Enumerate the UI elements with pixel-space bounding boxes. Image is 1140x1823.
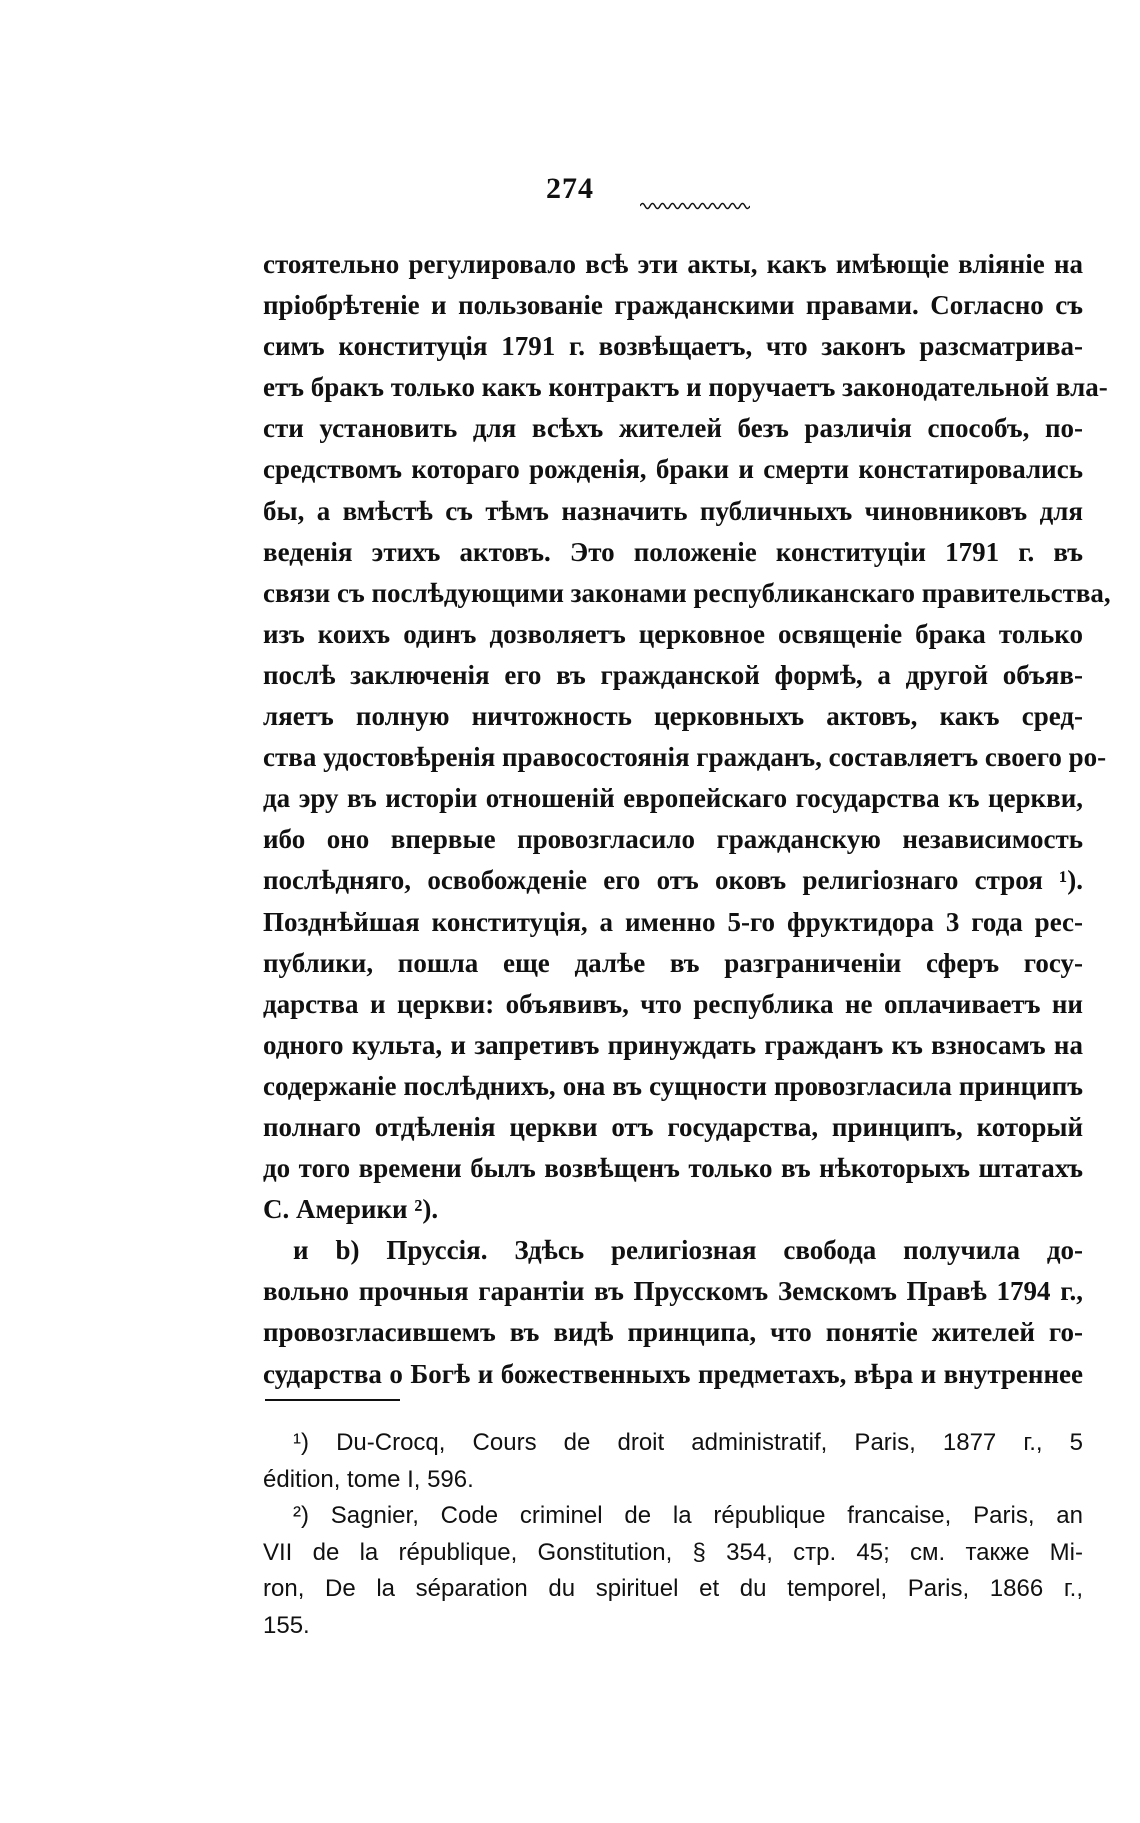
text-line: Позднѣйшая конституція, а именно 5-го фруктидора 3 года рес- [263,906,1083,937]
footnote-line: ¹) Du-Crocq, Cours de droit administratif, Paris, 1877 г., 5 [293,1429,1083,1456]
text-line: одного культа, и запретивъ принуждать гражданъ къ взносамъ на [263,1029,1083,1060]
text-line: публики, пошла еще далѣе въ разграниченіи сферъ госу- [263,947,1083,978]
text-line: ибо оно впервые провозгласило гражданскую независимость [263,824,1083,855]
text-line: ства удостовѣренія правосостоянія гражданъ, составляетъ своего ро- [263,742,1107,773]
main-text [263,244,1111,1395]
footnote-line: 155. [263,1611,310,1639]
text-line: вольно прочныя гарантіи въ Прусскомъ Земскомъ Правѣ 1794 г., [263,1276,1083,1307]
text-line: полнаго отдѣленія церкви отъ государства, принципъ, который [263,1111,1083,1142]
text-line: послѣдняго, освобожденіе его отъ оковъ религіознаго строя ¹). [263,865,1083,896]
text-line-paragraph-start: и b) Пруссія. Здѣсь религіозная свобода получила до- [293,1235,1083,1266]
text-line: симъ конституція 1791 г. возвѣщаетъ, что законъ разсматрива- [263,331,1083,362]
text-line: ляетъ полную ничтожность церковныхъ актовъ, какъ сред- [263,701,1083,732]
footnote-line: ron, De la séparation du spirituel et du temporel, Paris, 1866 г., [263,1575,1083,1602]
text-line: веденія этихъ актовъ. Это положеніе конституціи 1791 г. въ [263,536,1083,567]
text-line: сти установить для всѣхъ жителей безъ различія способъ, по- [263,413,1083,444]
text-line: провозгласившемъ въ видѣ принципа, что понятіе жителей го- [263,1317,1083,1348]
text-line: изъ коихъ одинъ дозволяетъ церковное освященіе брака только [263,618,1083,649]
text-line: стоятельно регулировало всѣ эти акты, какъ имѣющіе вліяніе на [263,249,1083,279]
text-line: содержаніе послѣднихъ, она въ сущности провозгласила принципъ [263,1070,1083,1101]
footnote-line: ²) Sagnier, Code criminel de la république francaise, Paris, an [293,1502,1083,1529]
text-line: связи съ послѣдующими законами республиканскаго правительства, [263,577,1111,608]
text-line: дарства и церкви: объявивъ, что республика не оплачиваетъ ни [263,988,1083,1019]
footnote-separator [265,1399,400,1401]
footnote-line: édition, tome I, 596. [263,1465,474,1493]
text-line: сударства о Богѣ и божественныхъ предметахъ, вѣра и внутреннее [263,1358,1083,1389]
footnote-line: VII de la république, Gonstitution, § 354, стр. 45; см. также Mi- [263,1538,1083,1566]
page-number: 274 [546,172,594,205]
footnotes [263,1425,1083,1644]
text-line: бы, а вмѣстѣ съ тѣмъ назначить публичныхъ чиновниковъ для [263,495,1083,526]
text-line: С. Америки ²). [263,1194,439,1225]
text-line: до того времени былъ возвѣщенъ только въ нѣкоторыхъ штатахъ [263,1153,1083,1184]
text-line: пріобрѣтеніе и пользованіе гражданскими правами. Согласно съ [263,290,1083,321]
wavy-underline-ornament [640,201,750,211]
text-line: да эру въ исторіи отношеній европейскаго государства къ церкви, [263,783,1083,814]
text-line: послѣ заключенія его въ гражданской формѣ, а другой объяв- [263,659,1083,690]
text-line: етъ бракъ только какъ контрактъ и поручаетъ законодательной вла- [263,372,1108,403]
text-line: средствомъ котораго рожденія, браки и смерти констатировались [263,454,1083,485]
